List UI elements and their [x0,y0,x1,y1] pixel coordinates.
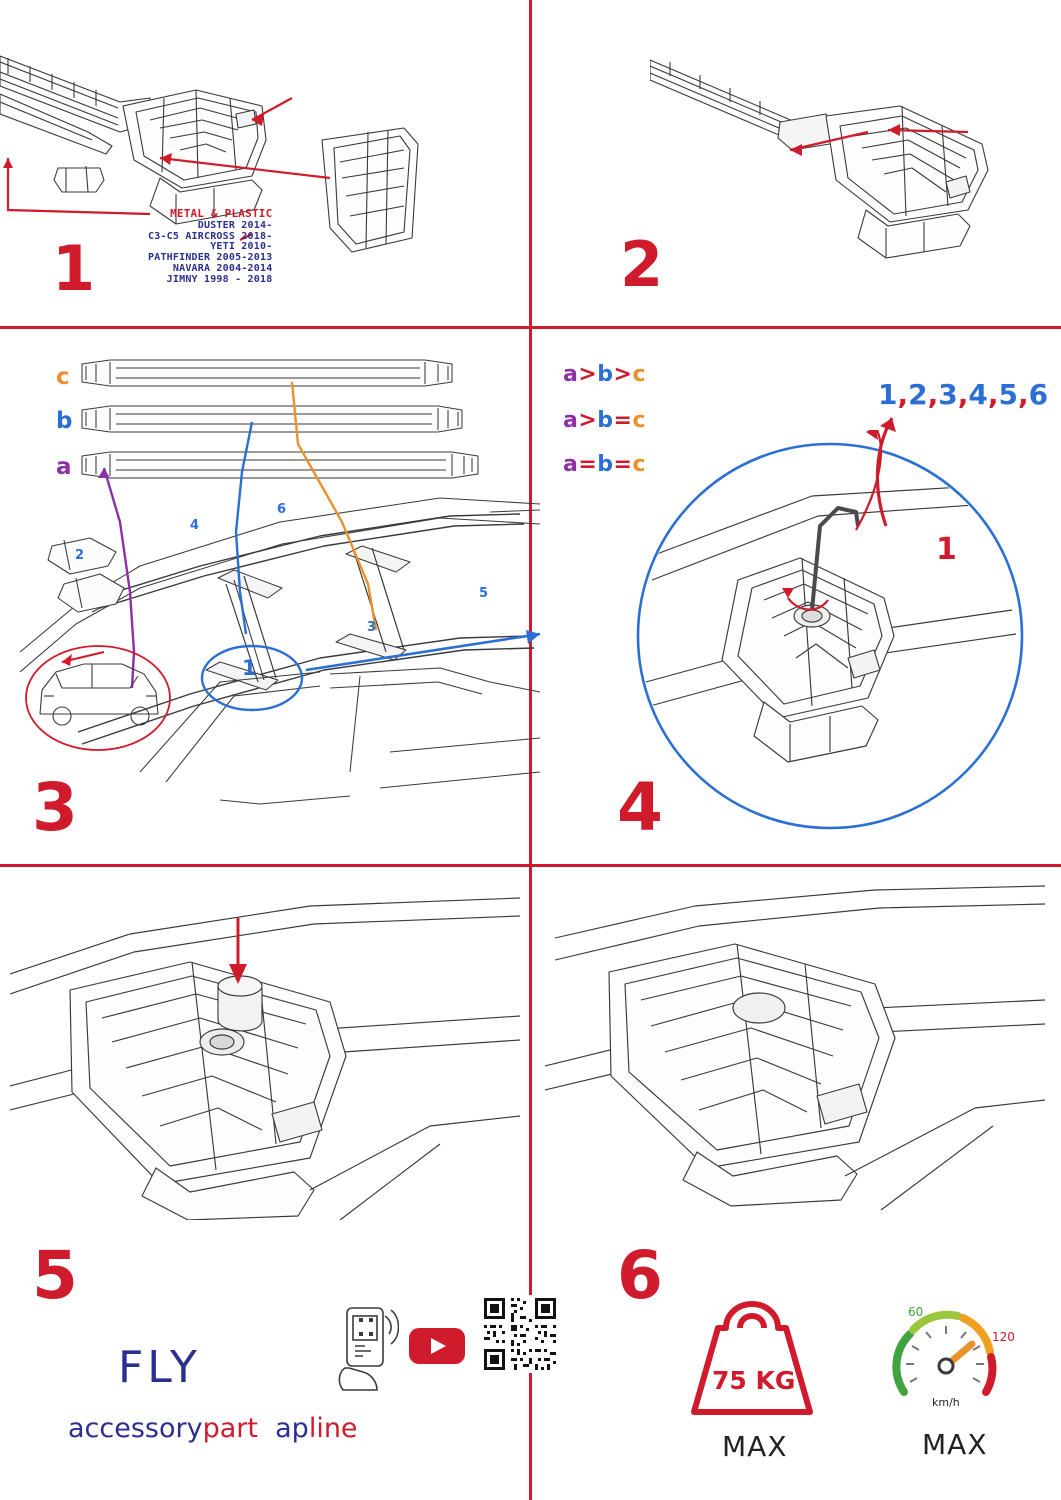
order-item-2: 2 [908,378,928,411]
step-number-6: 6 [617,1237,663,1314]
callout-5: 5 [479,586,489,601]
callout-1: 1 [242,656,257,680]
panel4-order-arrow [850,400,980,530]
max-speed-label: MAX [922,1428,988,1461]
gauge-scale-min: 60 [908,1305,924,1319]
youtube-icon[interactable] [408,1325,466,1367]
ineq2-op2: = [613,408,633,433]
callout-2: 2 [75,548,85,563]
panel1-compatibility-note [148,208,272,286]
ineq1-a: a [563,362,579,387]
step-number-4: 4 [617,769,663,846]
ineq1-b: b [597,362,614,387]
brand-accessory: accessory [68,1413,203,1444]
step-number-2: 2 [620,228,664,301]
ineq2-b: b [597,408,614,433]
phone-scan-icon [333,1306,399,1392]
qr-code-icon [481,1295,559,1373]
panel6-illustration [545,880,1045,1220]
divider-vertical-bottom [529,867,532,1500]
step-number-1: 1 [52,232,96,305]
order-item-6: 6 [1028,378,1049,411]
panel5-illustration [10,890,520,1220]
ineq1-op1: > [578,362,598,387]
panel3-illustration [20,352,540,852]
vehicle-4: NAVARA 2004-2014 [172,263,273,275]
vehicle-3: PATHFINDER 2005-2013 [148,252,273,264]
vehicle-1: C3-C5 AIRCROSS 2018- [148,230,273,242]
bar-label-a: a [56,454,72,480]
ineq3-c: c [632,452,647,477]
order-item-1: 1 [878,378,898,411]
order-item-4: 4 [968,378,988,411]
ineq1-op2: > [613,362,633,387]
inequality-row-1 [563,362,646,387]
vehicle-5: JIMNY 1998 - 2018 [166,273,273,285]
brand-part: part [202,1413,258,1444]
ineq3-a: a [563,452,579,477]
ineq1-c: c [632,362,647,387]
gauge-scale-max: 120 [992,1330,1015,1344]
ineq3-op1: = [578,452,598,477]
callout-4: 4 [190,518,200,533]
callout-3: 3 [367,620,377,635]
max-weight-label: MAX [722,1430,788,1463]
order-item-5: 5 [998,378,1018,411]
bar-label-c: c [56,364,70,390]
speed-unit-label: km/h [932,1396,960,1409]
panel2-illustration [650,40,1050,260]
divider-vertical-top [529,0,532,326]
brand-fly: FLY [118,1342,201,1393]
brand-tagline [68,1413,358,1444]
tightening-order-list: 1,2,3,4,5,6 [878,378,1049,411]
panel4-detail-callout: 1 [936,532,957,567]
bar-label-b: b [56,408,73,434]
ineq3-op2: = [613,452,633,477]
ineq3-b: b [597,452,614,477]
max-weight-value: 75 KG [712,1366,796,1395]
brand-line: line [308,1413,358,1444]
vehicle-0: DUSTER 2014- [197,219,273,231]
order-item-3: 3 [938,378,958,411]
step-number-5: 5 [32,1237,78,1314]
brand-ap: ap [275,1413,309,1444]
note-title: METAL & PLASTIC [170,207,273,220]
callout-6: 6 [277,502,287,517]
vehicle-2: YETI 2010- [210,241,273,253]
step-number-3: 3 [32,769,78,846]
ineq2-c: c [632,408,647,433]
max-weight-icon [686,1298,818,1420]
ineq2-op1: > [578,408,598,433]
ineq2-a: a [563,408,579,433]
